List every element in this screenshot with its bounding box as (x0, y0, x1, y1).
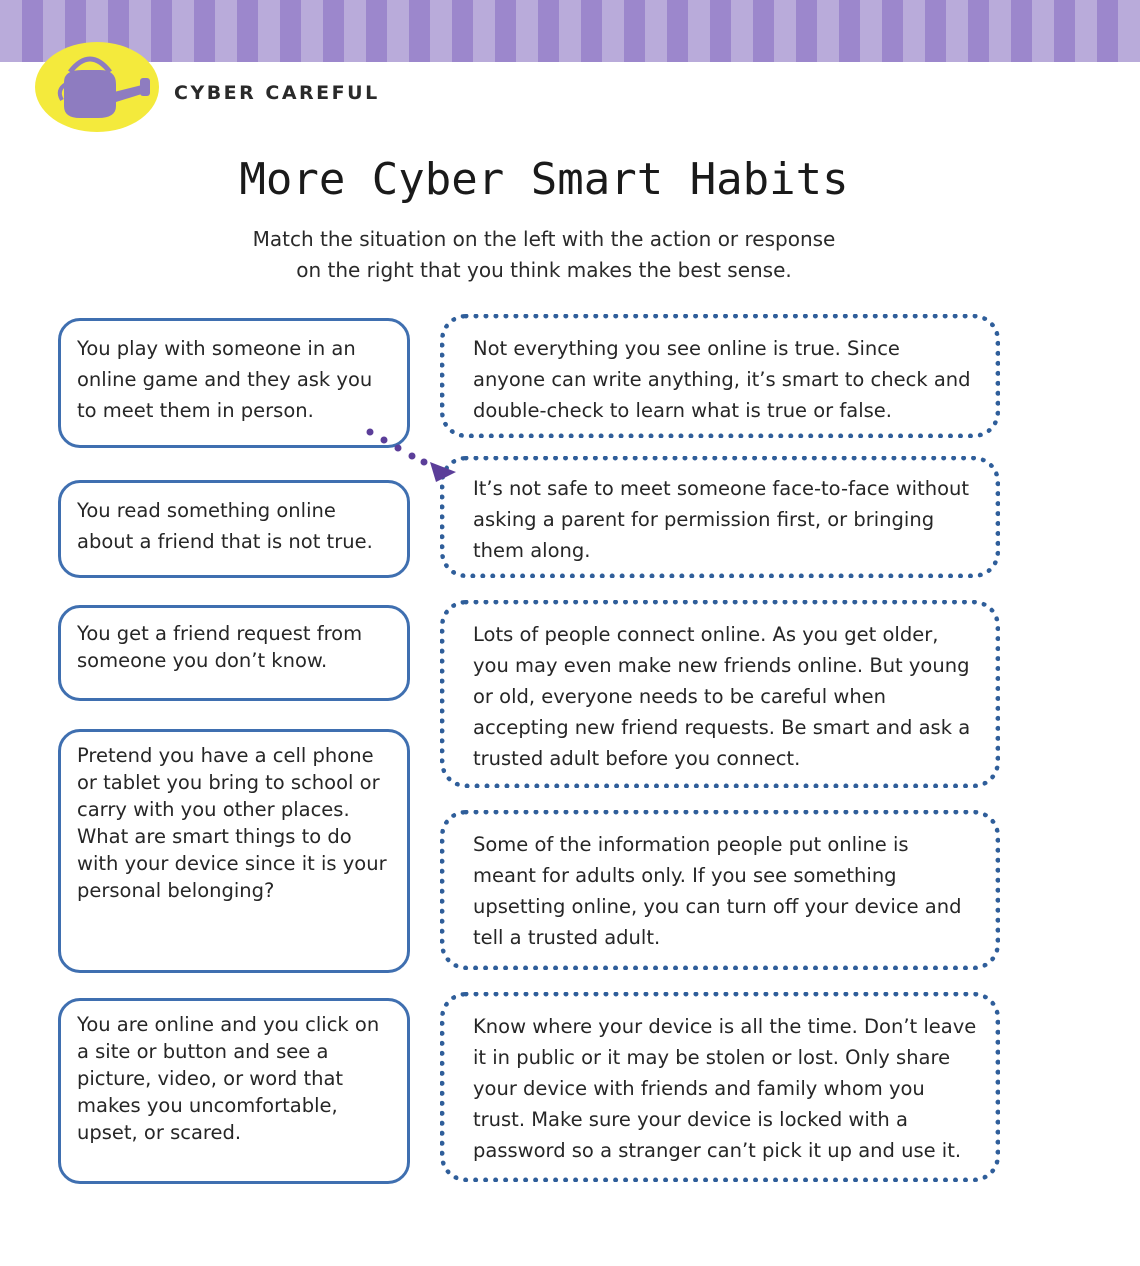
instructions-line-1: Match the situation on the left with the action or response (252, 227, 836, 251)
response-box-2: It’s not safe to meet someone face-to-face without asking a parent for permission first, or bringing them along. (440, 456, 1000, 578)
instructions (0, 224, 1088, 286)
instructions-line-2: on the right that you think makes the best sense. (296, 258, 792, 282)
situation-box-1: You play with someone in an online game and they ask you to meet them in person. (58, 318, 410, 448)
response-box-3: Lots of people connect online. As you get older, you may even make new friends online. But young or old, everyone needs to be careful when accepting new friend requests. Be smart and ask a trusted adult before you connect. (440, 600, 1000, 788)
top-stripe-banner (0, 0, 1140, 62)
section-label: CYBER CAREFUL (174, 82, 380, 104)
response-box-4: Some of the information people put online is meant for adults only. If you see something upsetting online, you can turn off your device and tell a trusted adult. (440, 810, 1000, 970)
response-box-1: Not everything you see online is true. Since anyone can write anything, it’s smart to check and double-check to learn what is true or false. (440, 314, 1000, 438)
watering-can-icon (34, 40, 162, 132)
situation-box-4: Pretend you have a cell phone or tablet you bring to school or carry with you other places. What are smart things to do with your device since it is your personal belonging? (58, 729, 410, 973)
page-title: More Cyber Smart Habits (239, 154, 849, 205)
situation-box-5: You are online and you click on a site or button and see a picture, video, or word that makes you uncomfortable, upset, or scared. (58, 998, 410, 1184)
situation-box-3: You get a friend request from someone you don’t know. (58, 605, 410, 701)
situation-box-2: You read something online about a friend that is not true. (58, 480, 410, 578)
example-match-arrow (360, 420, 460, 490)
response-box-5: Know where your device is all the time. Don’t leave it in public or it may be stolen or lost. Only share your device with friends and family whom you trust. Make sure your device is locked with a password so a stranger can’t pick it up and use it. (440, 992, 1000, 1182)
